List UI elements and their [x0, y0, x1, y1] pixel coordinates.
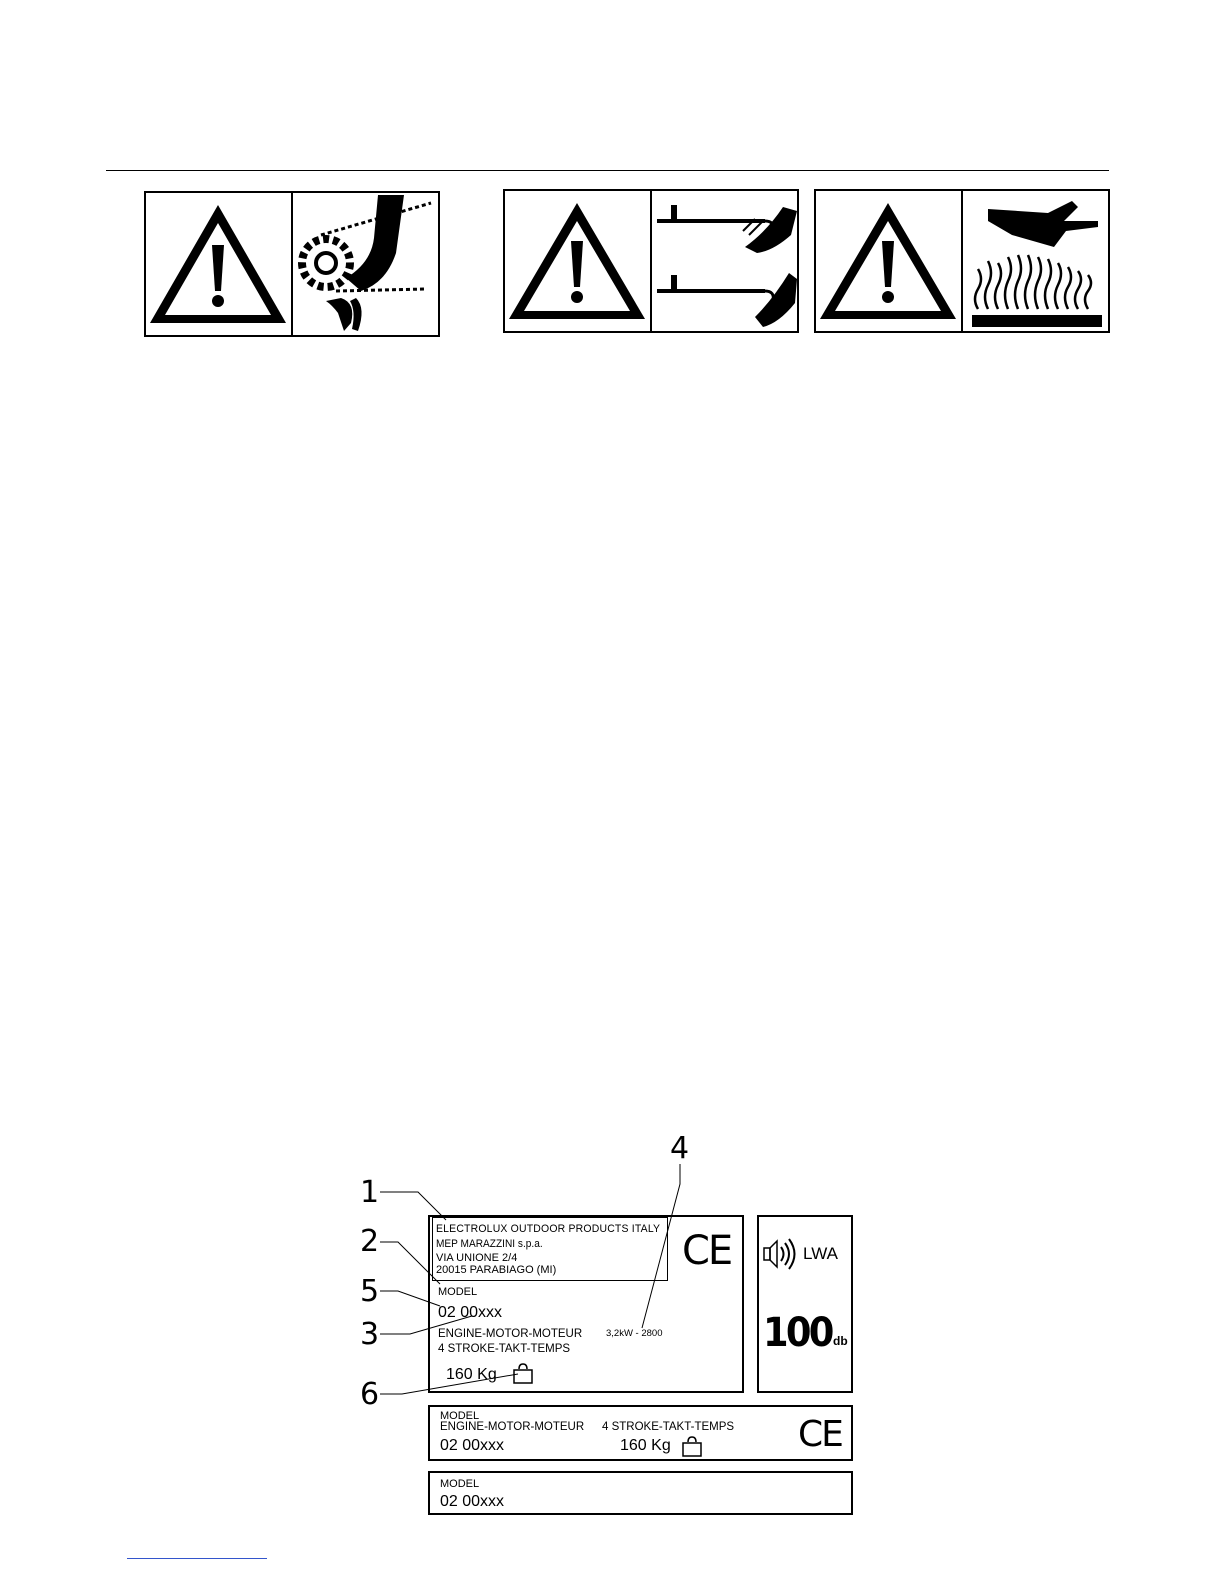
- manufacturer-line-3: VIA UNIONE 2/4: [436, 1252, 518, 1264]
- model-value: 02 00xxx: [438, 1304, 503, 1321]
- model-plate-label: MODEL: [440, 1478, 480, 1490]
- engine-power: 3,2kW - 2800: [606, 1328, 663, 1339]
- model-label: MODEL: [438, 1286, 478, 1298]
- model-plate-value: 02 00xxx: [440, 1493, 505, 1510]
- ce-mark: CE: [682, 1228, 732, 1274]
- manufacturer-line-4: 20015 PARABIAGO (MI): [436, 1264, 557, 1276]
- noise-value: 100: [763, 1310, 832, 1356]
- engine-plate-engine-label: ENGINE-MOTOR-MOTEUR: [440, 1421, 585, 1433]
- engine-plate-model-value: 02 00xxx: [440, 1437, 505, 1454]
- weight-value: 160 Kg: [446, 1366, 497, 1383]
- callout-2: 2: [360, 1224, 380, 1259]
- engine-plate-weight: 160 Kg: [620, 1437, 671, 1454]
- callout-4: 4: [670, 1131, 690, 1166]
- noise-unit: db: [833, 1334, 848, 1348]
- callout-6: 6: [360, 1377, 380, 1412]
- callout-1: 1: [360, 1175, 380, 1210]
- engine-plate-model-label: MODEL: [440, 1410, 480, 1422]
- callout-5: 5: [360, 1274, 380, 1309]
- lwa-label: LWA: [803, 1244, 838, 1263]
- engine-plate-engine-type: 4 STROKE-TAKT-TEMPS: [602, 1421, 735, 1433]
- footer-rule: [127, 1558, 267, 1559]
- manufacturer-line-1: ELECTROLUX OUTDOOR PRODUCTS ITALY: [436, 1223, 661, 1235]
- callout-3: 3: [360, 1317, 380, 1352]
- engine-plate-ce-mark: CE: [798, 1414, 842, 1455]
- manufacturer-line-2: MEP MARAZZINI s.p.a.: [436, 1238, 543, 1250]
- engine-type: 4 STROKE-TAKT-TEMPS: [438, 1343, 571, 1355]
- engine-label: ENGINE-MOTOR-MOTEUR: [438, 1328, 583, 1340]
